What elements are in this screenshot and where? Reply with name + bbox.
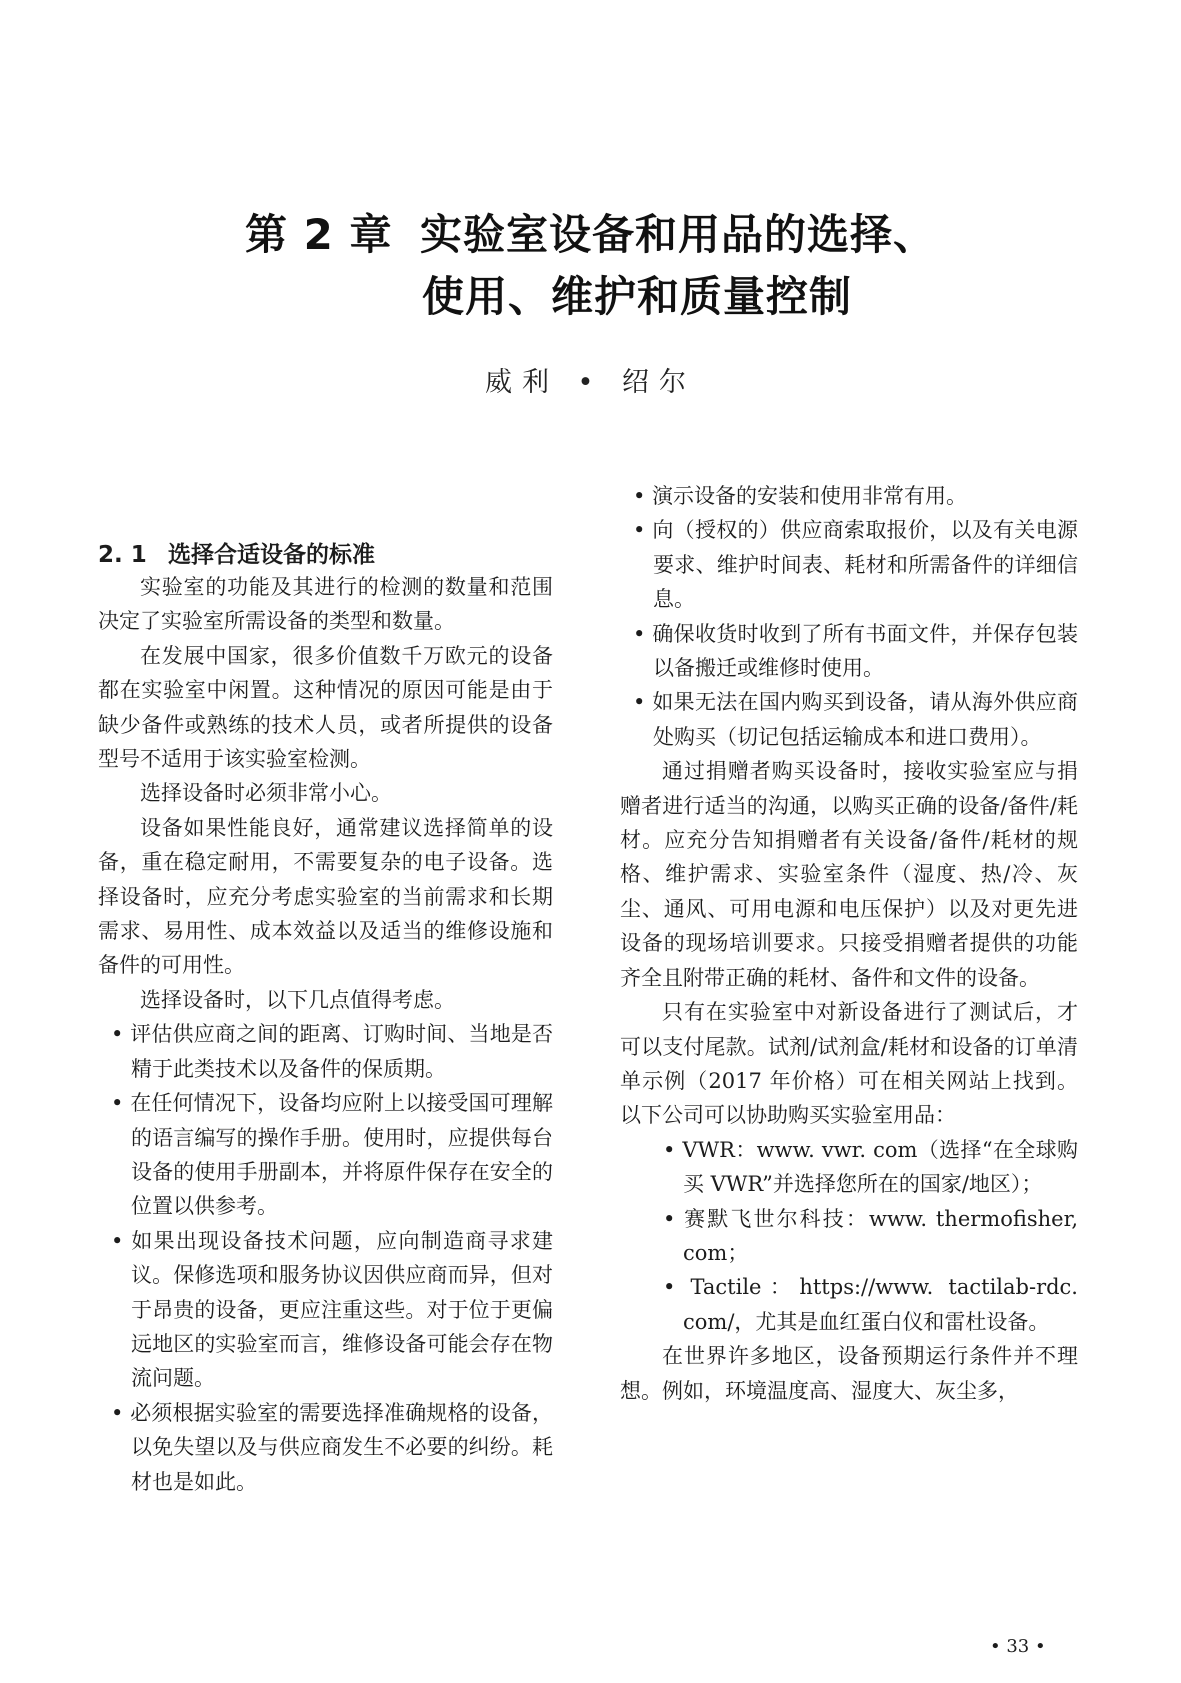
list-item: • 向（授权的）供应商索取报价，以及有关电源要求、维护时间表、耗材和所需备件的详细信息。 xyxy=(633,518,1078,612)
list-item: • 如果出现设备技术问题，应向制造商寻求建议。保修选项和服务协议因供应商而异，但对于昂贵的设备，更应注重这些。对于位于更偏远地区的实验室而言，维修设备可能会存在物流问题。 xyxy=(111,1228,553,1391)
list-item: • 评估供应商之间的距离、订购时间、当地是否精于此类技术以及备件的保质期。 xyxy=(111,1022,553,1081)
section-heading xyxy=(98,540,375,570)
paragraph: 通过捐赠者购买设备时，接收实验室应与捐赠者进行适当的沟通，以购买正确的设备/备件/耗材。应充分告知捐赠者有关设备/备件/耗材的规格、维护需求、实验室条件（湿度、热/冷、灰尘、通风、可用电源和电压保护）以及对更先进设备的现场培训要求。只接受捐赠者提供的功能齐全且附带正确的耗材、备件和文件的设备。 xyxy=(620,759,1078,990)
section-number: 2. 1 xyxy=(98,542,147,568)
page-number: • 33 • xyxy=(990,1636,1046,1657)
paragraph: 在发展中国家，很多价值数千万欧元的设备都在实验室中闲置。这种情况的原因可能是由于缺少备件或熟练的技术人员，或者所提供的设备型号不适用于该实验室检测。 xyxy=(98,643,553,772)
paragraph: 选择设备时，以下几点值得考虑。 xyxy=(140,987,455,1012)
author: 威利 • 绍尔 xyxy=(484,367,697,398)
list-item: • 如果无法在国内购买到设备，请从海外供应商处购买（切记包括运输成本和进口费用）。 xyxy=(633,690,1078,749)
supplier-item: • Tactile：https://www. tactilab-rdc. com/，尤其是血红蛋白仪和雷杜设备。 xyxy=(663,1275,1078,1334)
list-item: • 演示设备的安装和使用非常有用。 xyxy=(633,484,968,508)
paragraph: 只有在实验室中对新设备进行了测试后，才可以支付尾款。试剂/试剂盒/耗材和设备的订单清单示例（2017 年价格）可在相关网站上找到。以下公司可以协助购买实验室用品： xyxy=(620,1000,1078,1128)
section-title: 选择合适设备的标准 xyxy=(168,542,375,568)
supplier-item: • VWR：www. vwr. com（选择“在全球购买 VWR”并选择您所在的国家/地区）； xyxy=(663,1137,1078,1197)
chapter-title-part-1: 实验室设备和用品的选择、 xyxy=(420,210,937,259)
chapter-title-line-2: 使用、维护和质量控制 xyxy=(422,272,853,321)
chapter-number: 第 2 章 xyxy=(245,210,393,259)
list-item: • 在任何情况下，设备均应附上以接受国可理解的语言编写的操作手册。使用时，应提供每台设备的使用手册副本，并将原件保存在安全的位置以供参考。 xyxy=(111,1091,553,1219)
paragraph: 实验室的功能及其进行的检测的数量和范围决定了实验室所需设备的类型和数量。 xyxy=(98,575,553,634)
chapter-title-line-1 xyxy=(245,210,936,260)
list-item: • 确保收货时收到了所有书面文件，并保存包装以备搬迁或维修时使用。 xyxy=(633,621,1078,681)
paragraph: 设备如果性能良好，通常建议选择简单的设备，重在稳定耐用，不需要复杂的电子设备。选择设备时，应充分考虑实验室的当前需求和长期需求、易用性、成本效益以及适当的维修设施和备件的可用性。 xyxy=(98,815,553,978)
paragraph: 在世界许多地区，设备预期运行条件并不理想。例如，环境温度高、湿度大、灰尘多， xyxy=(620,1344,1078,1403)
paragraph: 选择设备时必须非常小心。 xyxy=(140,781,392,806)
list-item: • 必须根据实验室的需要选择准确规格的设备，以免失望以及与供应商发生不必要的纠纷。耗材也是如此。 xyxy=(111,1400,553,1494)
right-column xyxy=(620,479,1078,1408)
left-column xyxy=(98,570,553,1499)
supplier-item: • 赛默飞世尔科技：www. thermofisher, com； xyxy=(663,1206,1078,1265)
